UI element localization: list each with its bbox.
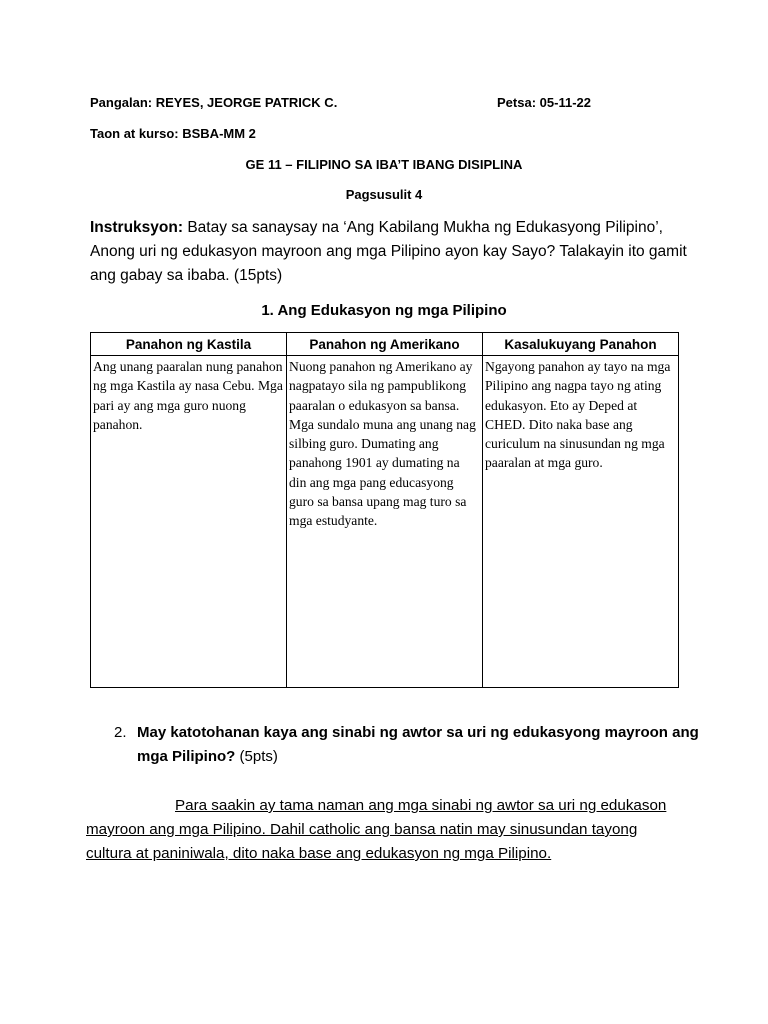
question2-number: 2. (114, 724, 127, 741)
name-line (90, 95, 337, 110)
instructions (90, 216, 690, 288)
question2-text: May katotohanan kaya ang sinabi ng awtor sa uri ng edukasyong mayroon ang mga Pilipino? (137, 724, 699, 765)
question2 (137, 721, 717, 769)
table-cell: Ang unang paaralan nung panahon ng mga Kastila ay nasa Cebu. Mga pari ay ang mga guro nuong panahon. (91, 356, 287, 688)
column-header: Kasalukuyang Panahon (483, 333, 679, 356)
name-value: REYES, JEORGE PATRICK C. (155, 95, 338, 110)
quiz-title: Pagsusulit 4 (345, 187, 423, 202)
subject-title: GE 11 – FILIPINO SA IBA’T IBANG DISIPLINA (245, 157, 523, 172)
table-cell: Nuong panahon ng Amerikano ay nagpatayo sila ng pampublikong paaralan o edukasyon sa bansa. Mga sundalo muna ang unang nag silbing guro. Dumating ang panahong 1901 ay dumating na din ang mga pang educasyong guro sa bansa upang mag turo sa mga estudyante. (287, 356, 483, 688)
question2-points: (5pts) (239, 748, 278, 765)
table-header-row (91, 333, 679, 356)
section1-title: 1. Ang Edukasyon ng mga Pilipino (261, 302, 507, 319)
column-header: Panahon ng Kastila (91, 333, 287, 356)
date-label: Petsa: (497, 95, 537, 110)
instructions-text: Batay sa sanaysay na ‘Ang Kabilang Mukha ng Edukasyong Pilipino’, Anong uri ng edukasyon mayroon ang mga Pilipino ayon kay Sayo? Talakayin ito gamit ang gabay sa ibaba. (15pts) (90, 219, 687, 284)
course-line (90, 126, 256, 141)
instructions-label: Instruksyon: (90, 219, 184, 236)
column-header: Panahon ng Amerikano (287, 333, 483, 356)
answer-text: Para saakin ay tama naman ang mga sinabi ng awtor sa uri ng edukason mayroon ang mga Pilipino. Dahil catholic ang bansa natin may sinusundan tayong cultura at paniniwala, dito naka base ang edukasyon ng mga Pilipino. (86, 797, 667, 862)
name-label: Pangalan: (90, 95, 153, 110)
table-row (91, 356, 679, 688)
date-value: 05-11-22 (539, 95, 591, 110)
table-cell: Ngayong panahon ay tayo na mga Pilipino ang nagpa tayo ng ating edukasyon. Eto ay Deped at CHED. Dito naka base ang curiculum na sinusundan ng mga paaralan at mga guro. (483, 356, 679, 688)
course-label: Taon at kurso: (90, 126, 179, 141)
course-value: BSBA-MM 2 (182, 126, 256, 141)
date-line (497, 95, 591, 110)
education-table (90, 332, 679, 688)
